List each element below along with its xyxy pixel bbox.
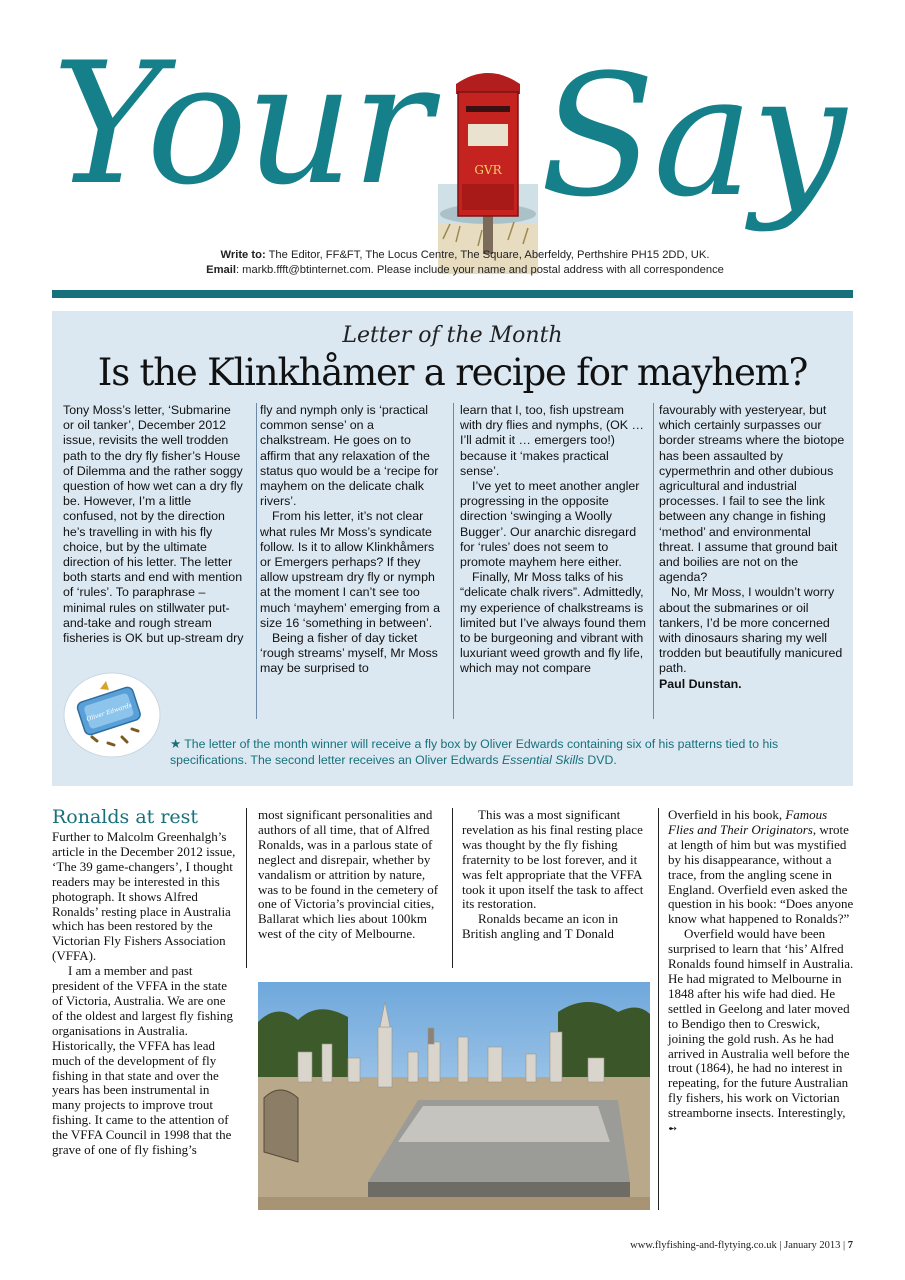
- ronalds-column-2: [258, 808, 444, 942]
- winner-notice: [170, 736, 840, 768]
- column-divider: [653, 403, 654, 719]
- article-paragraph: This was a most significant revelation as his final resting place was thought by the fly fishing fraternity to be lost forever, and it was felt appropriate that the VFFA took it upon itself the task to affect its restoration.: [462, 807, 644, 912]
- letter-column-4: [659, 403, 845, 692]
- title-say: Say: [540, 38, 845, 234]
- fly-box-image: [62, 671, 162, 759]
- letter-column-2: [260, 403, 443, 677]
- ronalds-column-3: [462, 808, 648, 942]
- title-your: Your: [52, 26, 430, 222]
- article-paragraph: most significant personalities and authors of all time, that of Alfred Ronalds, was in a parlous state of neglect and disrepair, whether by vandalism or attrition by nature, was to be found in the cemetery of one of Victoria’s provincial cities, Ballarat which lies about 100km west of the city of Melbourne.: [258, 807, 439, 942]
- email-label: Email: [206, 264, 236, 276]
- postbox-cipher: GVR: [474, 163, 502, 177]
- letter-column-3: [460, 403, 646, 677]
- email-address[interactable]: : markb.ffft@btinternet.com. Please include your name and postal address with all correspondence: [235, 264, 724, 276]
- winner-text-end: DVD.: [583, 753, 617, 767]
- article-paragraph: I am a member and past president of the VFFA in the state of Victoria, Australia. We are one of the oldest and largest fly fishing organisations in Australia. Historically, the VFFA has lead much of the development of fly fishing in that state and over the years has been instrumental in many projects to improve trout fishing. It came to the attention of the VFFA Council in 1998 that the grave of one of fly fishing’s: [52, 963, 234, 1158]
- column-divider: [246, 808, 247, 968]
- column-divider: [453, 403, 454, 719]
- letter-signature: Paul Dunstan.: [659, 676, 742, 691]
- continue-arrow-icon: ➻: [668, 1123, 678, 1136]
- letter-paragraph: learn that I, too, fish upstream with dry flies and nymphs, (OK … I’ll admit it … emergers too!) because it ‘makes practical sense’.: [460, 403, 644, 478]
- letter-of-the-month-box: [52, 311, 853, 786]
- star-icon: ★: [170, 737, 182, 751]
- column-divider: [256, 403, 257, 719]
- column-divider: [658, 808, 659, 1210]
- article-paragraph: Ronalds became an icon in British angling and T Donald: [462, 911, 619, 942]
- ronalds-column-1: [52, 830, 236, 1158]
- page-footer: [630, 1240, 853, 1251]
- letter-paragraph: Finally, Mr Moss talks of his “delicate chalk rivers”. Admittedly, my experience of chalkstreams is limited but I’ve always found them to be burgeoning and vibrant with luxuriant weed growth and fly life, which may not compare: [460, 570, 646, 676]
- book-title: Famous Flies and Their Originators: [668, 807, 828, 837]
- letter-paragraph: No, Mr Moss, I wouldn’t worry about the submarines or oil tankers, I’d be more concerned with dinosaurs sharing my well trodden but beautifully manicured path.: [659, 585, 843, 676]
- page-number: 7: [847, 1240, 853, 1251]
- dvd-title: Essential Skills: [501, 753, 584, 767]
- write-to-label: Write to:: [220, 249, 266, 261]
- letter-paragraph: From his letter, it’s not clear what rules Mr Moss’s syndicate follow. Is it to allow Klinkhåmers or Emergers perhaps? If they allow upstream dry fly or nymph at the moment I can’t see too much ‘mayhem’ emerging from a size 16 ‘something in between’.: [260, 509, 440, 630]
- masthead-rule: [52, 290, 853, 298]
- submission-address: [120, 248, 810, 278]
- column-divider: [452, 808, 453, 968]
- letter-of-the-month-label: Letter of the Month: [342, 323, 563, 348]
- grave-photo: [258, 982, 650, 1210]
- article-paragraph: Further to Malcolm Greenhalgh’s article in the December 2012 issue, ‘The 39 game-changers’, I thought readers may be interested in this photograph. It shows Alfred Ronalds’ resting place in Australia which has been restored by the Victorian Fly Fishers Association (VFFA).: [52, 829, 236, 964]
- ronalds-column-4: [668, 808, 854, 1137]
- write-to-address: The Editor, FF&FT, The Locus Centre, The Square, Aberfeldy, Perthshire PH15 2DD, UK.: [265, 249, 710, 261]
- letter-paragraph: fly and nymph only is ‘practical common sense’ on a chalkstream. He goes on to affirm that any relaxation of the status quo would be a ‘recipe for mayhem on the delicate chalk rivers’.: [260, 403, 439, 509]
- fly-box-label: Oliver Edwards: [85, 701, 133, 724]
- letter-paragraph: Tony Moss’s letter, ‘Submarine or oil tanker’, December 2012 issue, revisits the well trodden path to the dry fly fisher’s House of Dilemma and the rather soggy question of how wet can a dry fly be. However, I’m a little confused, not by the direction he’s travelling in with his fly choice, but by the ultimate direction of his letter. The letter both starts and end with mention of ‘rules’. To paraphrase – minimal rules on stillwater put-and-take and rough stream fisheries is OK but up-stream dry: [63, 403, 244, 646]
- winner-text: The letter of the month winner will receive a fly box by Oliver Edwards containing six of his patterns tied to his specifications. The second letter receives an Oliver Edwards: [170, 737, 779, 767]
- footer-url-date: www.flyfishing-and-flytying.co.uk | January 2013 |: [630, 1240, 848, 1251]
- section-heading: Ronalds at rest: [52, 806, 199, 828]
- letter-headline: Is the Klinkhåmer a recipe for mayhem?: [97, 351, 808, 394]
- letter-paragraph: Being a fisher of day ticket ‘rough streams’ myself, Mr Moss may be surprised to: [260, 631, 438, 676]
- article-paragraph: Overfield would have been surprised to learn that ‘his’ Alfred Ronalds found himself in Australia. He had migrated to Melbourne in 1848 after his wife had died. He settled in Geelong and later moved to Bendigo then to Creswick, joining the gold rush. As he had arrived in Australia well before the trout (1864), he had no interest in repeating, for the future Australian fly fishers, his work on Victorian streamborne insects. Interestingly, ➻: [668, 926, 854, 1136]
- letter-paragraph: favourably with yesteryear, but which certainly surpasses our border streams where the biotope has been assaulted by cypermethrin and other dubious agricultural and industrial processes. I fail to see the link between any change in fishing ‘method’ and environmental threat. I assume that ground bait and boilies are not on the agenda?: [659, 403, 845, 585]
- letter-paragraph: I’ve yet to meet another angler progressing in the opposite direction ‘swinging a Woolly Bugger’. Our anarchic disregard for ‘rules’ does not seem to promote mayhem here either.: [460, 479, 640, 570]
- article-paragraph: Overfield in his book, Famous Flies and Their Originators, wrote at length of him but was mystified by his disappearance, without a trace, from the angling scene in England. Overfield even asked the question in his book: “Does anyone know what happened to Ronalds?”: [668, 807, 854, 927]
- letter-column-1: [63, 403, 245, 646]
- postbox-illustration: [438, 64, 538, 274]
